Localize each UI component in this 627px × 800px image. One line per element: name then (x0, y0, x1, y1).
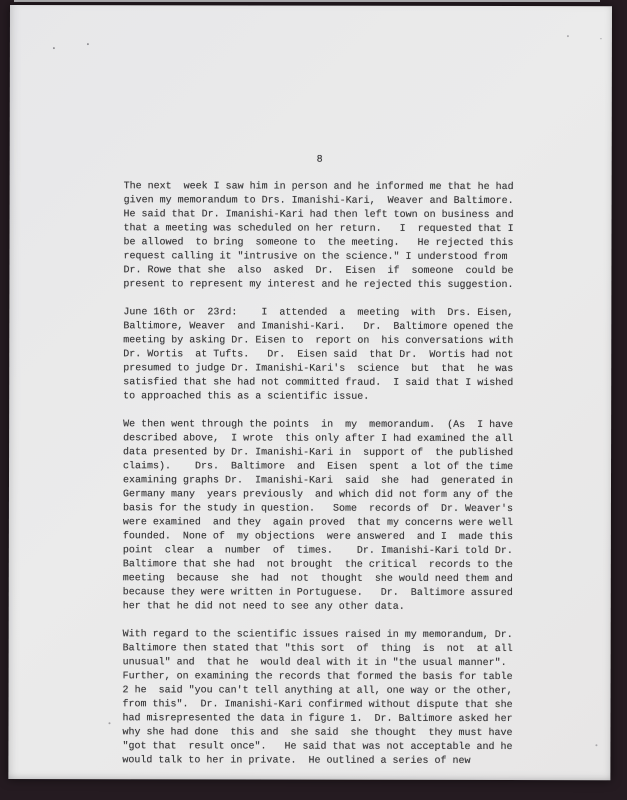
document-content (8, 5, 516, 769)
page-number: 8 (316, 154, 323, 166)
paragraph: We then went through the points in my memorandum. (As I have described above, I wrote this only after I had examined the all data presented by Dr. Imanishi-Kari in support of the published claims). Drs. Baltimore and Eisen spent a lot of the time examining graphs Dr. Imanishi-Kari said she had generated in Germany many years previously and which did not form any of the basis for the study in question. Some records of Dr. Weaver's were examined and they again proved that my concerns were well founded. None of my objections were answered and I made this point clear a number of times. Dr. Imanishi-Kari told Dr. Baltimore that she had not brought the critical records to the meeting because she had not thought she would need them and because they were written in Portuguese. Dr. Baltimore assured her that he did not need to see any other data. (122, 419, 514, 613)
paper-speck (108, 722, 110, 724)
paper-speck (600, 38, 602, 39)
paragraph: With regard to the scientific issues raised in my memorandum, Dr. Baltimore then stated that "this sort of thing is not at all unusual" and that he would deal with it in "the usual manner". Further, on examining the records that formed the basis for table 2 he said "you can't tell anything at all, one way or the other, from this". Dr. Imanishi-Kari confirmed without dispute that she had misrepresented the data in figure 1. Dr. Baltimore asked her why she had done this and she said she thought they must have "got that result once". He said that was not acceptable and he would talk to her in private. He outlined a series of new (122, 629, 513, 767)
paper-speck (567, 35, 569, 37)
paper-speck (87, 43, 89, 45)
paragraph: June 16th or 23rd: I attended a meeting with Drs. Eisen, Baltimore, Weaver and Imanishi-Kari. Dr. Baltimore opened the meeting by asking Dr. Eisen to report on his conversations with Dr. Wortis at Tufts. Dr. Eisen said that Dr. Wortis had not presumed to judge Dr. Imanishi-Kari's science but that he was satisfied that she had not committed fraud. I said that I wished to approached this as a scientific issue. (123, 307, 514, 403)
paper-speck (595, 744, 597, 746)
paper-speck (53, 47, 55, 49)
document-text (122, 180, 515, 769)
paragraph: The next week I saw him in person and he informed me that he had given my memorandum to Drs. Imanishi-Kari, Weaver and Baltimore. He said that Dr. Imanishi-Kari had then left town on business and that a meeting was scheduled on her return. I requested that I be allowed to bring someone to the meeting. He rejected this request calling it "intrusive on the science." I understood from Dr. Rowe that she also asked Dr. Eisen if someone could be present to represent my interest and he rejected this suggestion. (123, 181, 514, 292)
document-page (8, 5, 612, 780)
scan-edge-strip (14, 0, 600, 2)
